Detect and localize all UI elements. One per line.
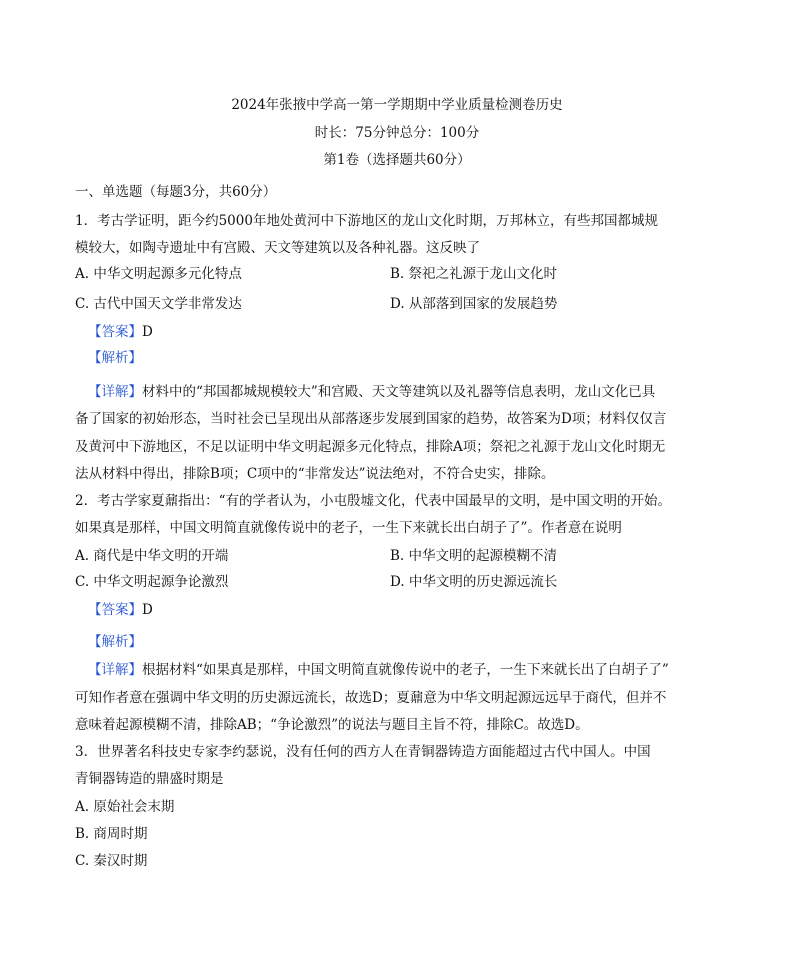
q2-detail-tag: 【详解】: [88, 662, 142, 678]
q1-detail-line3: 及黄河中下游地区，不足以证明中华文明起源多元化特点，排除A项；祭祀之礼源于龙山文化时期无: [75, 439, 666, 455]
q2-detail-line2: 可知作者意在强调中华文明的历史源远流长，故选D；夏鼐意为中华文明起源远远早于商代，但并不: [75, 690, 667, 706]
q2-option-c: C. 中华文明起源争论激烈: [75, 574, 229, 590]
q2-answer: [88, 600, 153, 620]
q2-detail-line1: [88, 660, 669, 680]
q2-detail-text1: 根据材料“如果真是那样，中国文明简直就像传说中的老子，一生下来就长出了白胡子了”: [142, 662, 669, 678]
q1-detail-line2: 备了国家的初始形态，当时社会已呈现出从部落逐步发展到国家的趋势，故答案为D项；材料仅仅言: [75, 411, 667, 427]
section-heading: 一、单选题（每题3分，共60分）: [75, 184, 277, 200]
q1-detail-tag: 【详解】: [88, 384, 142, 400]
q3-stem-line1: 3．世界著名科技史专家李约瑟说，没有任何的西方人在青铜器铸造方面能超过古代中国人。中国: [75, 744, 651, 760]
exam-title: 2024年张掖中学高一第一学期期中学业质量检测卷历史: [231, 97, 563, 113]
q1-stem-line2: 模较大，如陶寺遗址中有宫殿、天文等建筑以及各种礼器。这反映了: [75, 240, 480, 256]
q2-detail-line3: 意味着起源模糊不清，排除AB；“争论激烈”的说法与题目主旨不符，排除C。故选D。: [75, 717, 589, 733]
q3-option-a: A. 原始社会末期: [75, 799, 175, 815]
q2-option-a: A. 商代是中华文明的开端: [75, 548, 229, 564]
q1-option-d: D. 从部落到国家的发展趋势: [390, 296, 558, 312]
exam-volume: 第1卷（选择题共60分）: [323, 152, 471, 168]
q1-stem-line1: 1．考古学证明，距今约5000年地处黄河中下游地区的龙山文化时期，万邦林立，有些邦国都城规: [75, 213, 658, 229]
q1-detail-text1: 材料中的“邦国都城规模较大”和宫殿、天文等建筑以及礼器等信息表明，龙山文化已具: [142, 384, 656, 400]
q1-answer-value: D: [142, 324, 153, 340]
q1-answer-tag: 【答案】: [88, 324, 142, 340]
exam-duration: 时长：75分钟总分：100分: [314, 125, 480, 141]
q3-option-c: C. 秦汉时期: [75, 853, 148, 869]
q2-option-b: B. 中华文明的起源模糊不清: [390, 548, 558, 564]
q2-analysis-tag: 【解析】: [88, 634, 142, 650]
q1-detail-line4: 法从材料中得出，排除B项；C项中的“非常发达”说法绝对，不符合史实，排除。: [75, 466, 555, 482]
q2-stem-line2: 如果真是那样，中国文明简直就像传说中的老子，一生下来就长出白胡子了”。作者意在说明: [75, 520, 622, 536]
q3-option-b: B. 商周时期: [75, 826, 148, 842]
q1-option-c: C. 古代中国天文学非常发达: [75, 296, 242, 312]
q1-answer: [88, 322, 153, 342]
q2-option-d: D. 中华文明的历史源远流长: [390, 574, 558, 590]
q1-option-b: B. 祭祀之礼源于龙山文化时: [390, 266, 558, 282]
q2-answer-tag: 【答案】: [88, 602, 142, 618]
q1-option-a: A. 中华文明起源多元化特点: [75, 266, 242, 282]
q1-detail-line1: [88, 382, 655, 402]
q1-analysis-tag: 【解析】: [88, 350, 142, 366]
q3-stem-line2: 青铜器铸造的鼎盛时期是: [75, 771, 224, 787]
q2-answer-value: D: [142, 602, 153, 618]
q2-stem-line1: 2．考古学家夏鼐指出：“有的学者认为，小屯殷墟文化，代表中国最早的文明，是中国文明的开始。: [75, 493, 671, 509]
